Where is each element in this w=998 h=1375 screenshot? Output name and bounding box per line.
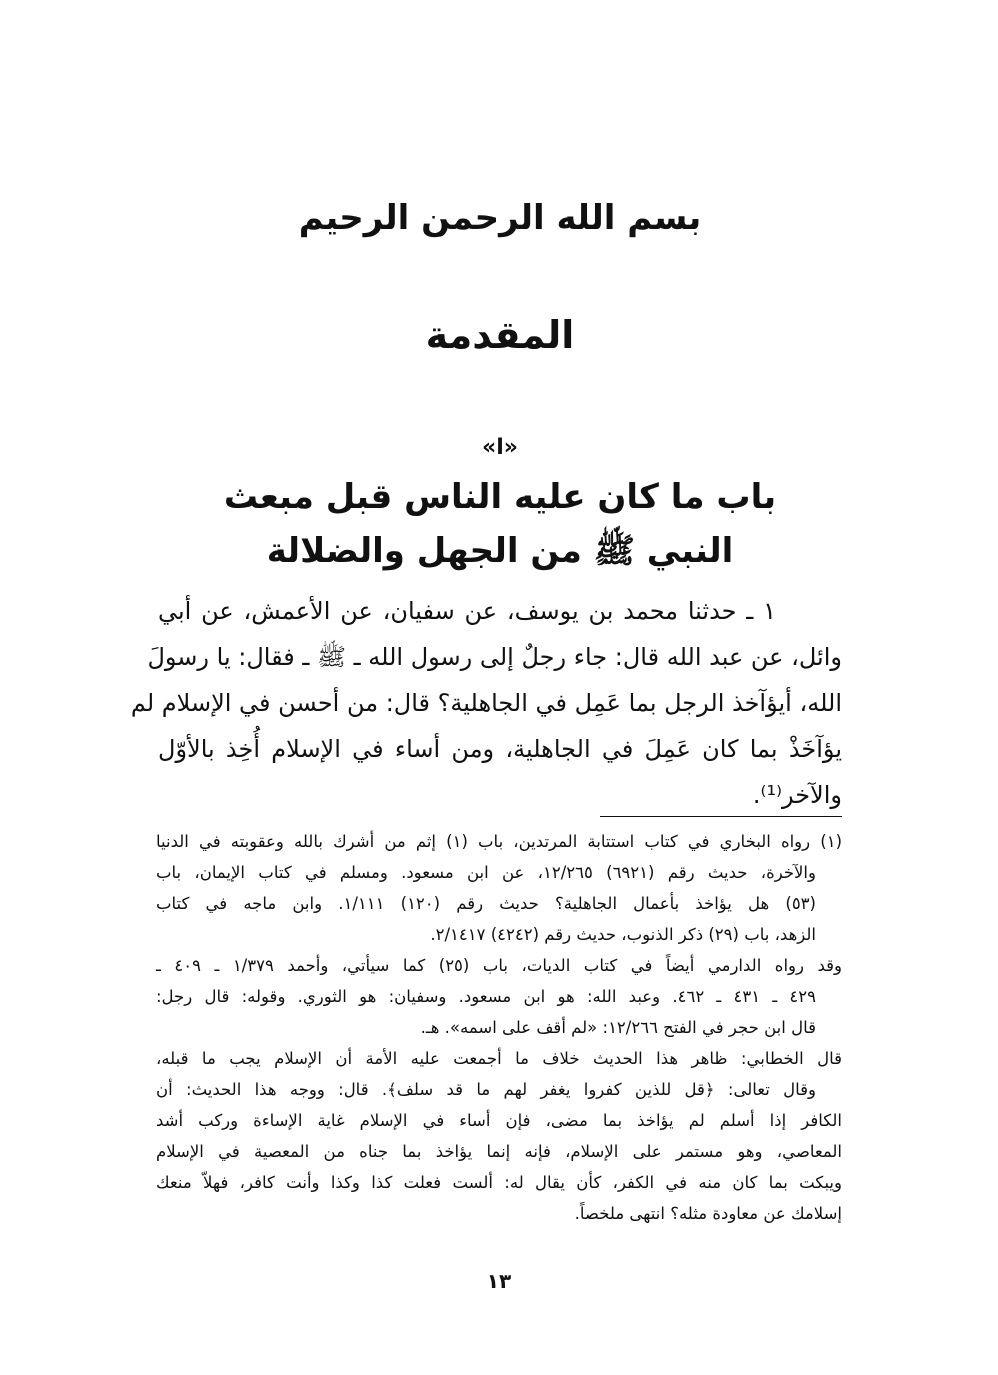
footnote-line: (١) رواه البخاري في كتاب استتابة المرتدين، باب (١) إثم من أشرك بالله وعقوبته في الدنيا xyxy=(156,832,842,851)
chapter-title-line-2: النبي ﷺ من الجهل والضلالة xyxy=(266,531,734,571)
footnote-line: قال الخطابي: ظاهر هذا الحديث خلاف ما أجمعت عليه الأمة أن الإسلام يجب ما قبله، xyxy=(156,1049,842,1068)
hadith-line: الله، أيؤآخذ الرجل بما عَمِل في الجاهلية؟ قال: من أحسن في الإسلام لم xyxy=(130,689,842,717)
footnote-line: ٤٢٩ ـ ٤٣١ ـ ٤٦٢. وعبد الله: هو ابن مسعود. وسفيان: هو الثوري. وقوله: قال رجل: xyxy=(156,987,816,1006)
chapter-number: «ا» xyxy=(482,435,518,460)
footnote-line: الكافر إذا أسلم لم يؤاخذ بما مضى، فإن أساء في الإسلام غاية الإساءة وركب أشد xyxy=(156,1111,842,1130)
footnote-line: المعاصي، وهو مستمر على الإسلام، فإنه إنما يؤاخذ بما جناه من المعصية في الإسلام xyxy=(156,1142,842,1161)
footnote-line: قال ابن حجر في الفتح ١٢/٢٦٦: «لم أقف على اسمه». هـ. xyxy=(420,1018,816,1037)
basmala-heading: بسم الله الرحمن الرحيم xyxy=(298,198,702,238)
footnote-line: إسلامك عن معاودة مثله؟ انتهى ملخصاً. xyxy=(574,1204,842,1223)
hadith-line: والآخر⁽¹⁾. xyxy=(752,781,842,809)
hadith-line: يؤآخَذْ بما كان عَمِلَ في الجاهلية، ومن أساء في الإسلام أُخِذ بالأوّل xyxy=(158,735,842,763)
hadith-line: وائل، عن عبد الله قال: جاء رجلٌ إلى رسول الله ـ ﷺ ـ فقال: يا رسولَ xyxy=(147,643,842,671)
introduction-title: المقدمة xyxy=(425,313,575,357)
footnote-separator xyxy=(600,816,842,817)
footnote-line: والآخرة، حديث رقم (٦٩٢١) ١٢/٢٦٥، عن ابن مسعود. ومسلم في كتاب الإيمان، باب xyxy=(156,863,816,882)
hadith-text xyxy=(130,588,842,818)
footnote-line: (٥٣) هل يؤاخذ بأعمال الجاهلية؟ حديث رقم (١٢٠) ١/١١١. وابن ماجه في كتاب xyxy=(156,894,816,913)
footnote-line: وقال تعالى: ﴿قل للذين كفروا يغفر لهم ما قد سلف﴾. قال: ووجه هذا الحديث: أن xyxy=(156,1080,816,1099)
chapter-title-line-1: باب ما كان عليه الناس قبل مبعث xyxy=(223,477,777,517)
page-number: ١٣ xyxy=(486,1269,512,1293)
chapter-title xyxy=(150,470,850,578)
footnotes xyxy=(156,826,842,1229)
footnote-line: وقد رواه الدارمي أيضاً في كتاب الديات، باب (٢٥) كما سيأتي، وأحمد ١/٣٧٩ ـ ٤٠٩ ـ xyxy=(156,956,842,975)
hadith-line: ١ ـ حدثنا محمد بن يوسف، عن سفيان، عن الأعمش، عن أبي xyxy=(158,597,776,625)
footnote-line: الزهد، باب (٢٩) ذكر الذنوب، حديث رقم (٤٢٤٢) ٢/١٤١٧. xyxy=(430,925,816,944)
footnote-line: ويبكت بما كان منه في الكفر، كأن يقال له: ألست فعلت كذا وكذا وأنت كافر، فهلاّ منعك xyxy=(156,1173,842,1192)
